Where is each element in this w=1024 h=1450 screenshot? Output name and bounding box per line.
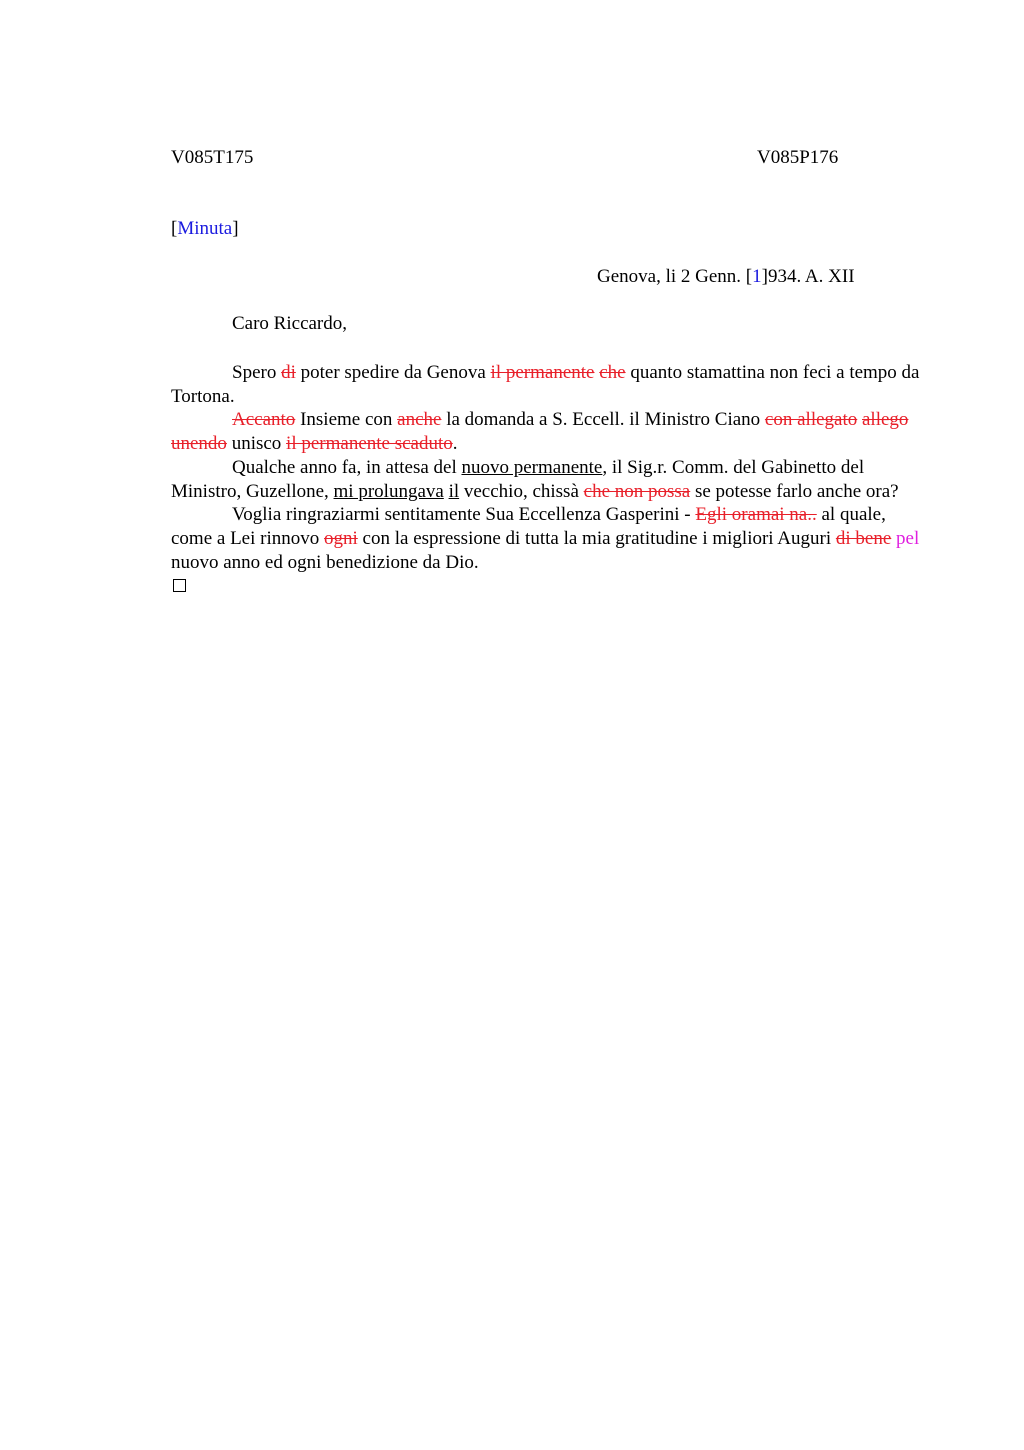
text-run: poter spedire da Genova xyxy=(295,362,491,383)
inserted-text: pel xyxy=(896,527,920,549)
text-run: Spero xyxy=(232,362,282,383)
bracket-close: ] xyxy=(232,218,239,239)
dateline-inserted: 1 xyxy=(752,266,762,287)
text-run: se potesse farlo anche ora? xyxy=(690,480,899,502)
dateline-before: Genova, li 2 Genn. [ xyxy=(597,266,753,287)
paragraph-4 xyxy=(171,503,921,574)
deleted-text: che xyxy=(599,362,626,383)
minuta-label xyxy=(171,218,239,240)
text-run: . xyxy=(452,433,458,455)
checkbox-square-icon xyxy=(173,579,186,592)
deleted-text: di xyxy=(281,362,296,383)
text-run: Voglia ringraziarmi sentitamente Sua Eccellenza Gasperini - xyxy=(232,504,696,526)
text-run: vecchio, chissà xyxy=(459,480,584,502)
deleted-text: di bene xyxy=(835,527,892,549)
deleted-text: unendo xyxy=(171,433,227,455)
text-run: quanto stamattina non feci a tempo da Tortona. xyxy=(171,362,920,407)
paragraph-1 xyxy=(171,361,921,408)
paragraph-3 xyxy=(171,456,921,503)
text-run: con la espressione di tutta la mia gratitudine i migliori Auguri xyxy=(357,527,836,549)
paragraph-2 xyxy=(171,408,921,455)
document-codes xyxy=(171,147,931,171)
deleted-text: con allegato xyxy=(764,409,858,431)
letter-body xyxy=(171,361,921,592)
text-run: nuovo anno ed ogni benedizione da Dio. xyxy=(171,551,479,573)
text-run: Qualche anno fa, in attesa del xyxy=(232,456,462,478)
deleted-text: anche xyxy=(397,409,442,431)
deleted-text: allego xyxy=(862,409,909,431)
text-run: Insieme con xyxy=(295,409,398,431)
minuta-text: Minuta xyxy=(177,218,233,239)
text-run: unisco xyxy=(226,433,287,455)
page-code: V085P176 xyxy=(757,147,839,168)
dateline xyxy=(597,266,855,288)
underlined-text: mi prolungava xyxy=(333,480,444,502)
deleted-text: il permanente xyxy=(490,362,595,383)
text-run: al quale, come a Lei rinnovo xyxy=(171,504,886,549)
underlined-text: il xyxy=(448,480,460,502)
deleted-text: il permanente scaduto xyxy=(286,433,453,455)
text-run: la domanda a S. Eccell. il Ministro Ciano xyxy=(441,409,765,431)
text-code: V085T175 xyxy=(171,147,254,168)
salutation: Caro Riccardo, xyxy=(232,313,348,334)
underlined-text: nuovo permanente xyxy=(461,456,603,478)
deleted-text: ogni xyxy=(324,527,358,549)
bracket-open: [ xyxy=(171,218,178,239)
deleted-text: Egli oramai na.. xyxy=(695,504,817,526)
dateline-after: ]934. A. XII xyxy=(761,266,855,287)
deleted-text: Accanto xyxy=(232,409,296,431)
text-run: , il Sig.r. Comm. del Gabinetto del Ministro, Guzellone, xyxy=(171,456,865,502)
deleted-text: che non possa xyxy=(583,480,691,502)
